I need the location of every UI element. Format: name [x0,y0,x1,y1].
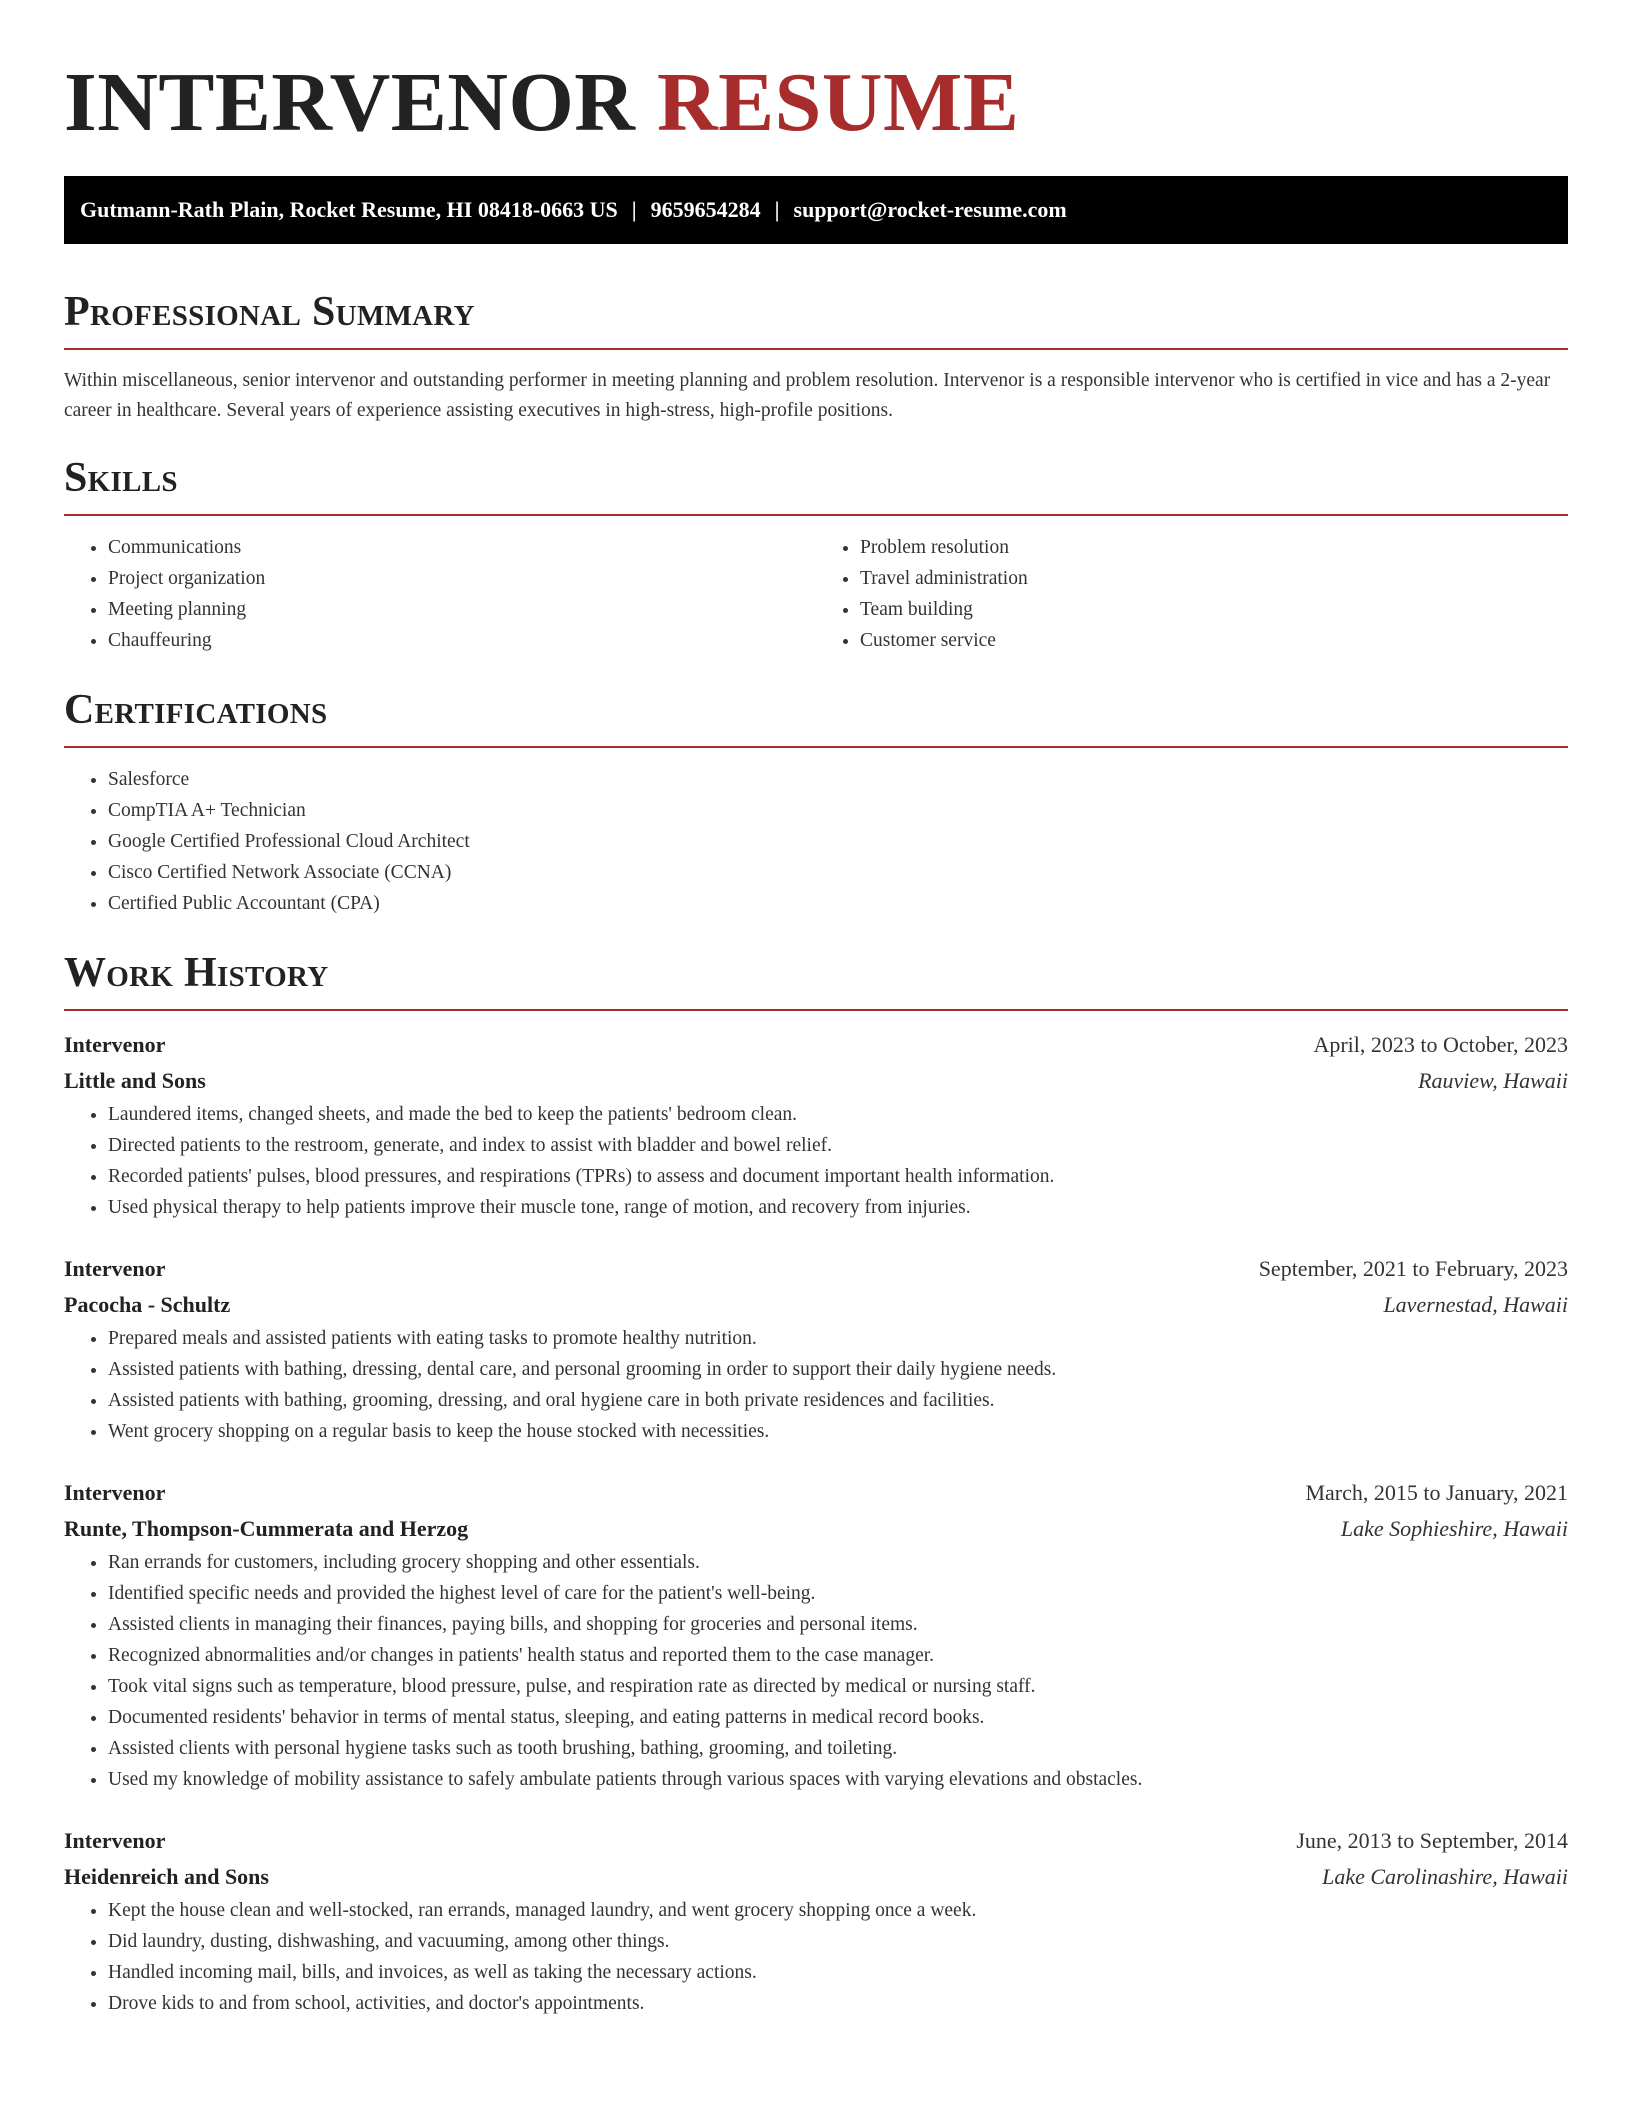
skill-item: • Communications [108,532,816,563]
job-company: Runte, Thompson-Cummerata and Herzog [64,1516,469,1541]
job-location: Rauview, Hawaii [1418,1068,1568,1093]
job-location: Lavernestad, Hawaii [1383,1292,1568,1317]
duty-item: • Laundered items, changed sheets, and made the bed to keep the patients' bedroom clean. [108,1099,1568,1130]
title-second-word: RESUME [656,56,1020,149]
skills-list-left [64,532,816,656]
skill-item: • Chauffeuring [108,625,816,656]
skill-item: • Problem resolution [860,532,1568,563]
section-heading: Professional Summary [64,289,475,335]
contact-address: Gutmann-Rath Plain, Rocket Resume, HI 08418-0663 US [80,197,618,222]
duty-item: • Prepared meals and assisted patients with eating tasks to promote healthy nutrition. [108,1323,1568,1354]
duty-item: • Used physical therapy to help patients improve their muscle tone, range of motion, and recovery from injuries. [108,1192,1568,1223]
duty-item: • Took vital signs such as temperature, blood pressure, pulse, and respiration rate as directed by medical or nursing staff. [108,1671,1568,1702]
summary-section [64,288,1568,426]
skills-grid [64,532,1568,656]
job-dates: March, 2015 to January, 2021 [1305,1480,1568,1505]
duty-item: • Identified specific needs and provided the highest level of care for the patient's well-being. [108,1578,1568,1609]
job-entry [64,1823,1568,2019]
duty-item: • Used my knowledge of mobility assistance to safely ambulate patients through various spaces with varying elevations and obstacles. [108,1764,1568,1795]
section-divider [64,1009,1568,1011]
skill-item: • Project organization [108,563,816,594]
title-first-word: INTERVENOR [64,56,636,149]
duty-item: • Did laundry, dusting, dishwashing, and vacuuming, among other things. [108,1926,1568,1957]
job-entry [64,1251,1568,1447]
skills-section [64,454,1568,656]
job-title: Intervenor [64,1828,166,1853]
job-duties [64,1099,1568,1223]
job-entry [64,1475,1568,1795]
job-duties [64,1547,1568,1795]
contact-email: support@rocket-resume.com [793,197,1067,222]
section-heading: Certifications [64,687,328,733]
job-duties [64,1895,1568,2019]
contact-bar [64,176,1568,244]
skill-item: • Team building [860,594,1568,625]
summary-text: Within miscellaneous, senior intervenor and outstanding performer in meeting planning and problem resolution. Intervenor is a responsible intervenor who is certified in vice and has a 2-year career in healthcare. Several years of experience assisting executives in high-stress, high-profile positions. [64,370,1551,421]
contact-separator: | [774,197,780,222]
duty-item: • Assisted patients with bathing, dressing, dental care, and personal grooming in order to support their daily hygiene needs. [108,1354,1568,1385]
job-company-row [64,1511,1568,1547]
contact-phone: 9659654284 [650,197,761,222]
duty-item: • Directed patients to the restroom, generate, and index to assist with bladder and bowel relief. [108,1130,1568,1161]
resume-title [64,0,1568,148]
job-header-row [64,1475,1568,1511]
work-history-section [64,949,1568,2019]
job-header-row [64,1027,1568,1063]
duty-item: • Recorded patients' pulses, blood pressures, and respirations (TPRs) to assess and document important health information. [108,1161,1568,1192]
certification-item: • Google Certified Professional Cloud Architect [108,826,1568,857]
duty-item: • Assisted patients with bathing, grooming, dressing, and oral hygiene care in both private residences and facilities. [108,1385,1568,1416]
section-heading: Skills [64,455,178,501]
duty-item: • Went grocery shopping on a regular basis to keep the house stocked with necessities. [108,1416,1568,1447]
job-title: Intervenor [64,1480,166,1505]
section-divider [64,514,1568,516]
job-dates: June, 2013 to September, 2014 [1296,1828,1568,1853]
duty-item: • Kept the house clean and well-stocked, ran errands, managed laundry, and went grocery shopping once a week. [108,1895,1568,1926]
job-company: Little and Sons [64,1068,206,1093]
job-title: Intervenor [64,1256,166,1281]
job-company: Heidenreich and Sons [64,1864,269,1889]
duty-item: • Recognized abnormalities and/or changes in patients' health status and reported them to the case manager. [108,1640,1568,1671]
duty-item: • Documented residents' behavior in terms of mental status, sleeping, and eating patterns in medical record books. [108,1702,1568,1733]
section-heading: Work History [64,950,329,996]
job-entry [64,1027,1568,1223]
duty-item: • Handled incoming mail, bills, and invoices, as well as taking the necessary actions. [108,1957,1568,1988]
duty-item: • Ran errands for customers, including grocery shopping and other essentials. [108,1547,1568,1578]
certifications-list [64,764,1568,919]
certification-item: • Certified Public Accountant (CPA) [108,888,1568,919]
job-company: Pacocha - Schultz [64,1292,231,1317]
certification-item: • CompTIA A+ Technician [108,795,1568,826]
job-header-row [64,1823,1568,1859]
certifications-section [64,686,1568,919]
job-location: Lake Carolinashire, Hawaii [1322,1864,1568,1889]
duty-item: • Assisted clients in managing their finances, paying bills, and shopping for groceries and personal items. [108,1609,1568,1640]
skills-list-right [816,532,1568,656]
job-dates: September, 2021 to February, 2023 [1258,1256,1568,1281]
skill-item: • Meeting planning [108,594,816,625]
job-duties [64,1323,1568,1447]
section-divider [64,348,1568,350]
duty-item: • Drove kids to and from school, activities, and doctor's appointments. [108,1988,1568,2019]
job-company-row [64,1287,1568,1323]
certification-item: • Cisco Certified Network Associate (CCNA) [108,857,1568,888]
duty-item: • Assisted clients with personal hygiene tasks such as tooth brushing, bathing, grooming, and toileting. [108,1733,1568,1764]
certification-item: • Salesforce [108,764,1568,795]
job-dates: April, 2023 to October, 2023 [1313,1032,1568,1057]
job-company-row [64,1859,1568,1895]
job-header-row [64,1251,1568,1287]
job-title: Intervenor [64,1032,166,1057]
skill-item: • Customer service [860,625,1568,656]
contact-separator: | [631,197,637,222]
skill-item: • Travel administration [860,563,1568,594]
section-divider [64,746,1568,748]
job-location: Lake Sophieshire, Hawaii [1340,1516,1568,1541]
job-company-row [64,1063,1568,1099]
